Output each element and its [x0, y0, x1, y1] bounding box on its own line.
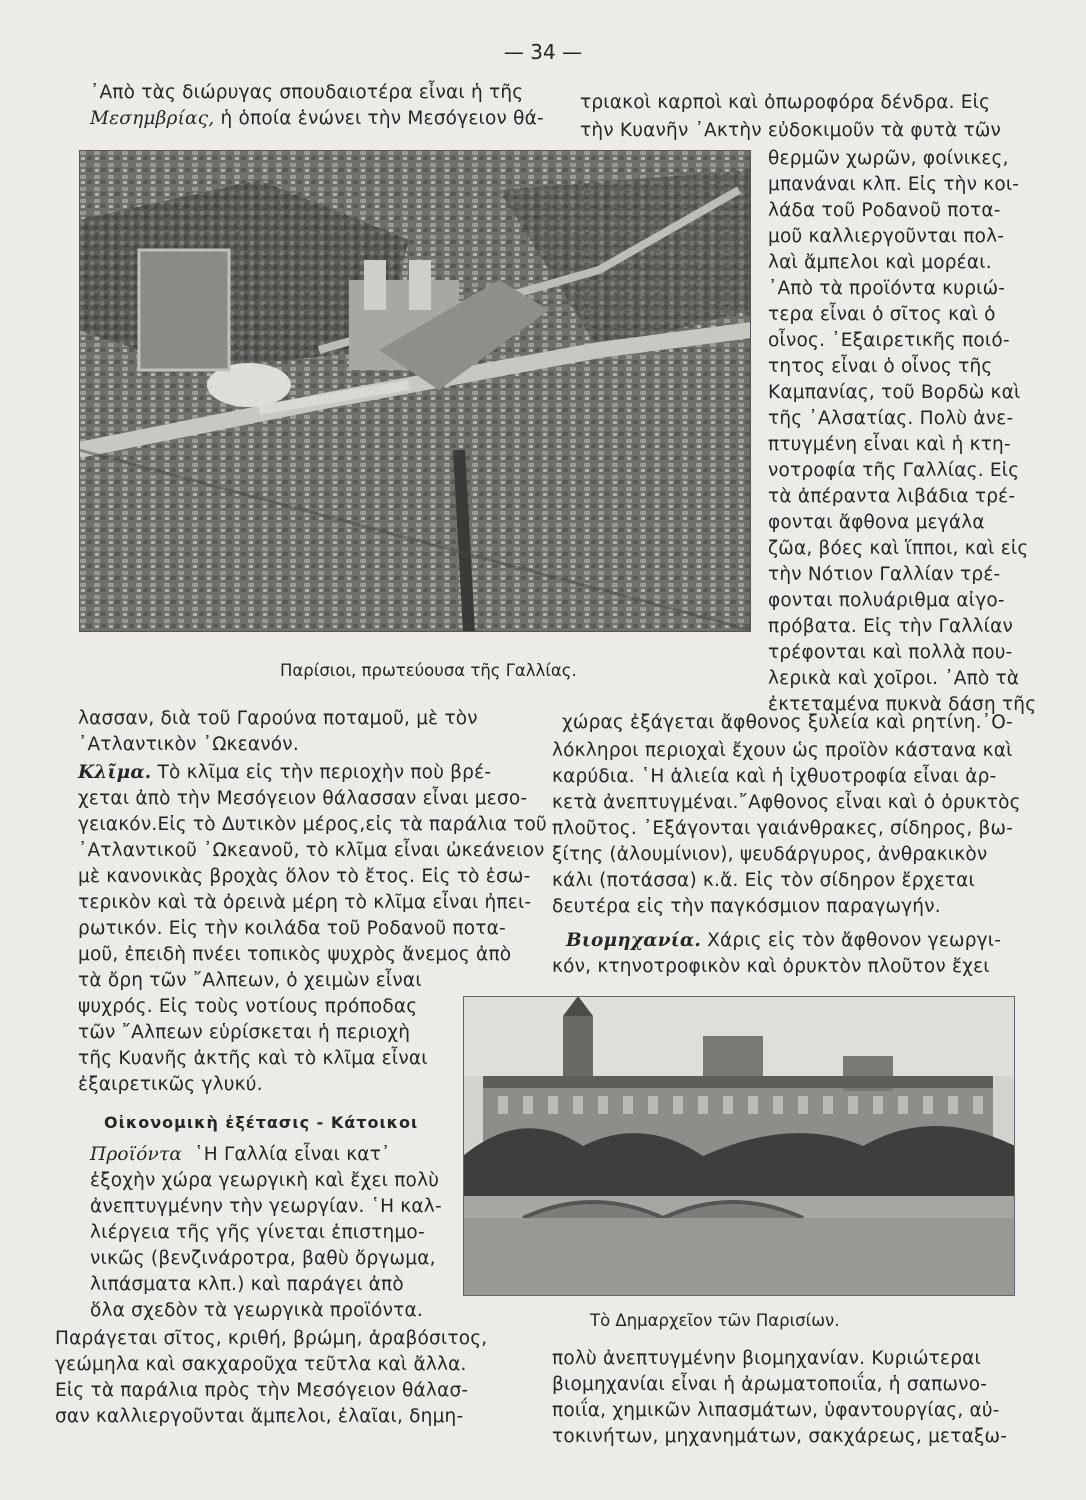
text-line: πλοῦτος. ᾿Εξάγονται γαιάνθρακες, σίδηρος, βω- [552, 818, 1014, 839]
text-line: τοκινήτων, μηχανημάτων, σακχάρεως, μεταξω- [552, 1426, 1008, 1447]
text-line: τητος εἶναι ὁ οἶνος τῆς [768, 356, 993, 377]
italic-term: Μεσημβρίας, [90, 108, 215, 129]
text-line: λαὶ ἄμπελοι καὶ μορέαι. [768, 252, 992, 273]
text-line [566, 928, 1001, 954]
text-fragment: ῾Η Γαλλία εἶναι κατ᾿ [194, 1144, 391, 1165]
text-line: λασσαν, διὰ τοῦ Γαρούνα ποταμοῦ, μὲ τὸν [78, 708, 478, 729]
text-line: τὴν Νότιον Γαλλίαν τρέ- [768, 564, 1001, 585]
text-line: τὴν Κυανῆν ᾿Ακτὴν εὐδοκιμοῦν τὰ φυτὰ τῶν [580, 120, 1002, 141]
text-line: Παράγεται σῖτος, κριθή, βρώμη, ἀραβόσιτος, [55, 1328, 488, 1349]
text-fragment: ἡ ὁποία ἑνώνει τὴν Μεσόγειον θά- [220, 108, 544, 129]
text-line: λόκληροι περιοχαὶ ἔχουν ὡς προϊὸν κάστανα καὶ [552, 740, 1013, 761]
page-number: — 34 — [503, 40, 583, 64]
text-line: γειακόν.Εἰς τὸ Δυτικὸν μέρος,εἰς τὰ παράλια τοῦ [78, 814, 547, 835]
text-line: Εἰς τὰ παράλια πρὸς τὴν Μεσόγειον θάλασ- [55, 1380, 469, 1401]
text-line: τερικὸν καὶ τὰ ὀρεινὰ μέρη τὸ κλῖμα εἶναι ἠπει- [78, 892, 532, 913]
paris-caption: Παρίσιοι, πρωτεύουσα τῆς Γαλλίας. [280, 661, 577, 680]
text-line: λιέργεια τῆς γῆς γίνεται ἐπιστημο- [90, 1222, 425, 1243]
industry-heading: Βιομηχανία. [566, 930, 701, 951]
text-line: μὲ κανονικὰς βροχὰς ὅλον τὸ ἔτος. Εἰς τὸ ἐσω- [78, 866, 531, 887]
text-line [90, 106, 544, 132]
text-line: ᾿Ατλαντικοῦ ᾿Ωκεανοῦ, τὸ κλῖμα εἶναι ὠκεάνειον [78, 840, 545, 861]
text-line: ᾿Ατλαντικὸν ᾿Ωκεανόν. [78, 734, 299, 755]
text-line: ἐκτεταμένα πυκνὰ δάση τῆς [768, 694, 1037, 715]
text-line: σαν καλλιεργοῦνται ἄμπελοι, ἐλαῖαι, δημη- [55, 1406, 464, 1427]
text-line: δευτέρα εἰς τὴν παγκόσμιον παραγωγήν. [552, 896, 941, 917]
text-line: Καμπανίας, τοῦ Βορδὼ καὶ [768, 382, 1021, 403]
text-line: πολὺ ἀνεπτυγμένην βιομηχανίαν. Κυριώτεραι [552, 1348, 982, 1369]
paris-aerial-photo [79, 150, 751, 632]
text-line: μοῦ, ἐπειδὴ πνέει τοπικὸς ψυχρὸς ἄνεμος ἀπὸ [78, 944, 512, 965]
text-line: φονται πολυάριθμα αἰγο- [768, 590, 1005, 611]
text-line: τερα εἶναι ὁ σῖτος καὶ ὁ [768, 304, 996, 325]
text-line: τῶν ῎Αλπεων εὑρίσκεται ἡ περιοχὴ [78, 1022, 411, 1043]
text-line: ψυχρός. Εἰς τοὺς νοτίους πρόποδας [78, 996, 418, 1017]
text-line: κετὰ ἀνεπτυγμέναι.῎Αφθονος εἶναι καὶ ὁ ὀρυκτὸς [552, 792, 1021, 813]
text-line [78, 760, 491, 786]
text-line: πρόβατα. Εἰς τὴν Γαλλίαν [768, 616, 1014, 637]
text-line: μπανάναι κλπ. Εἰς τὴν κοι- [768, 174, 1020, 195]
text-line: τὰ ἀπέραντα λιβάδια τρέ- [768, 486, 1016, 507]
text-line: ἐξαιρετικῶς γλυκύ. [78, 1074, 263, 1095]
text-line: νικῶς (βενζινάροτρα, βαθὺ ὄργωμα, [90, 1248, 436, 1269]
text-line: ᾿Απὸ τὰ προϊόντα κυριώ- [768, 278, 1006, 299]
text-line: τῆς ᾿Αλσατίας. Πολὺ ἀνε- [768, 408, 1014, 429]
text-line: ἐξοχὴν χώρα γεωργικὴ καὶ ἔχει πολὺ [90, 1170, 440, 1191]
text-line: ἀνεπτυγμένην τὴν γεωργίαν. ῾Η καλ- [90, 1196, 442, 1217]
text-line: τρέφονται καὶ πολλὰ που- [768, 642, 1013, 663]
climate-heading: Κλῖμα. [78, 762, 152, 783]
text-line: ᾿Απὸ τὰς διώρυγας σπουδαιοτέρα εἶναι ἡ τῆς [90, 82, 524, 103]
text-line: λιπάσματα κλπ.) καὶ παράγει ἀπὸ [90, 1274, 404, 1295]
text-line: ρωτικόν. Εἰς τὴν κοιλάδα τοῦ Ροδανοῦ ποτα- [78, 918, 506, 939]
text-line: τῆς Κυανῆς ἀκτῆς καὶ τὸ κλῖμα εἶναι [78, 1048, 428, 1069]
text-line: τριακοὶ καρποὶ καὶ ὀπωροφόρα δένδρα. Εἰς [580, 92, 991, 113]
text-line: βιομηχανίαι εἶναι ἡ ἀρωματοποιΐα, ἡ σαπωνο- [552, 1374, 988, 1395]
town-hall-caption: Τὸ Δημαρχεῖον τῶν Παρισίων. [590, 1311, 840, 1330]
text-line: θερμῶν χωρῶν, φοίνικες, [768, 148, 1009, 169]
text-line: καρύδια. ῾Η ἁλιεία καὶ ἡ ἰχθυοτροφία εἶναι ἀρ- [552, 766, 997, 787]
text-line: γεώμηλα καὶ σακχαροῦχα τεῦτλα καὶ ἄλλα. [55, 1354, 467, 1375]
text-fragment: Χάρις εἰς τὸν ἄφθονον γεωργι- [707, 930, 1002, 951]
text-line: κάλι (ποτάσσα) κ.ἄ. Εἰς τὸν σίδηρον ἔρχεται [552, 870, 975, 891]
text-line: ζῶα, βόες καὶ ἵπποι, καὶ εἰς [768, 538, 1029, 559]
text-line: ξίτης (ἀλουμίνιον), ψευδάργυρος, ἀνθρακικὸν [552, 844, 988, 865]
text-fragment: Τὸ κλῖμα εἰς τὴν περιοχὴν ποὺ βρέ- [157, 762, 492, 783]
text-line: φονται ἄφθονα μεγάλα [768, 512, 985, 533]
section-heading: Οἰκονομικὴ ἐξέτασις - Κάτοικοι [104, 1113, 419, 1132]
text-line [90, 1142, 391, 1168]
products-heading: Προϊόντα [90, 1144, 183, 1165]
text-line: νοτροφία τῆς Γαλλίας. Εἰς [768, 460, 1020, 481]
text-line: λερικὰ καὶ χοῖροι. ᾿Απὸ τὰ [768, 668, 1020, 689]
text-line: πτυγμένη εἶναι καὶ ἡ κτη- [768, 434, 1011, 455]
text-line: τὰ ὄρη τῶν ῎Αλπεων, ὁ χειμὼν εἶναι [78, 970, 422, 991]
text-line: ποιΐα, χημικῶν λιπασμάτων, ὑφαντουργίας, αὐ- [552, 1400, 1000, 1421]
town-hall-photo [463, 996, 1015, 1296]
text-line: χεται ἀπὸ τὴν Μεσόγειον θάλασσαν εἶναι μεσο- [78, 788, 528, 809]
text-line: κόν, κτηνοτροφικὸν καὶ ὀρυκτὸν πλοῦτον ἔχει [552, 956, 990, 977]
text-line: ὅλα σχεδὸν τὰ γεωργικὰ προϊόντα. [90, 1300, 423, 1321]
text-line: λάδα τοῦ Ροδανοῦ ποτα- [768, 200, 1001, 221]
text-line: οἶνος. ᾿Εξαιρετικῆς ποιό- [768, 330, 1010, 351]
text-line: χώρας ἐξάγεται ἄφθονος ξυλεία καὶ ρητίνη.᾿Ο- [562, 712, 1013, 733]
text-line: μοῦ καλλιεργοῦνται πολ- [768, 226, 1005, 247]
